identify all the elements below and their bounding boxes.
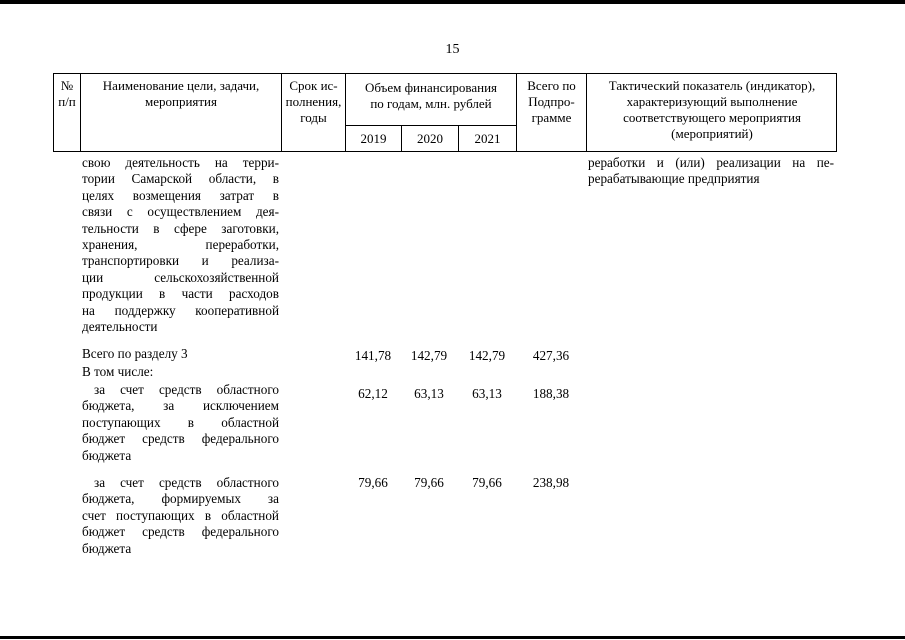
- row-1-2020: 63,13: [414, 386, 444, 401]
- header-term: Срок ис- полнения, годы: [285, 78, 342, 125]
- row-2-2019: 79,66: [358, 475, 388, 490]
- row-2-2020: 79,66: [414, 475, 444, 490]
- header-num: № п/п: [58, 78, 76, 109]
- row-1-total: 188,38: [532, 386, 570, 401]
- continuation-name: свою деятельность на терри- тории Самарской области, в целях возмещения затрат в связи с осуществлением дея- тельности в сфере заготовки, хранения, переработки, транспортировки и реализа- ции сельскохозяйственной продукции в части расходов на поддержку кооперативной деятельности: [82, 155, 279, 335]
- header-year-2021: 2021: [474, 131, 501, 146]
- section-total-label: Всего по разделу 3: [82, 346, 188, 361]
- section-total-2019: 141,78: [354, 348, 392, 363]
- page-number: 15: [445, 42, 460, 57]
- section-total-2020: 142,79: [410, 348, 448, 363]
- header-funding: Объем финансирования по годам, млн. рублей: [364, 80, 498, 111]
- row-1-name: за счет средств областного бюджета, за исключением поступающих в областной бюджет средств федерального бюджета: [82, 382, 279, 463]
- header-year-2019: 2019: [360, 131, 387, 146]
- row-1-2019: 62,12: [358, 386, 388, 401]
- header-year-2020: 2020: [417, 131, 443, 146]
- row-2-name: за счет средств областного бюджета, формируемых за счет поступающих в областной бюджет средств федерального бюджета: [82, 475, 279, 556]
- section-total-2021: 142,79: [468, 348, 506, 363]
- including-label: В том числе:: [82, 364, 154, 379]
- header-total: Всего по Подпро- грамме: [527, 78, 576, 125]
- row-2-2021: 79,66: [472, 475, 502, 490]
- continuation-indicator: реработки и (или) реализации на пе- рерабатывающие предприятия: [588, 155, 834, 187]
- row-1-2021: 63,13: [472, 386, 502, 401]
- bottom-border-line: [0, 636, 905, 639]
- header-indicator: Тактический показатель (индикатор), характеризующий выполнение соответствующего мероприятия (мероприятий): [608, 78, 816, 141]
- top-border-line: [0, 0, 905, 4]
- header-name: Наименование цели, задачи, мероприятия: [102, 78, 260, 109]
- section-total-sum: 427,36: [532, 348, 570, 363]
- row-2-total: 238,98: [532, 475, 570, 490]
